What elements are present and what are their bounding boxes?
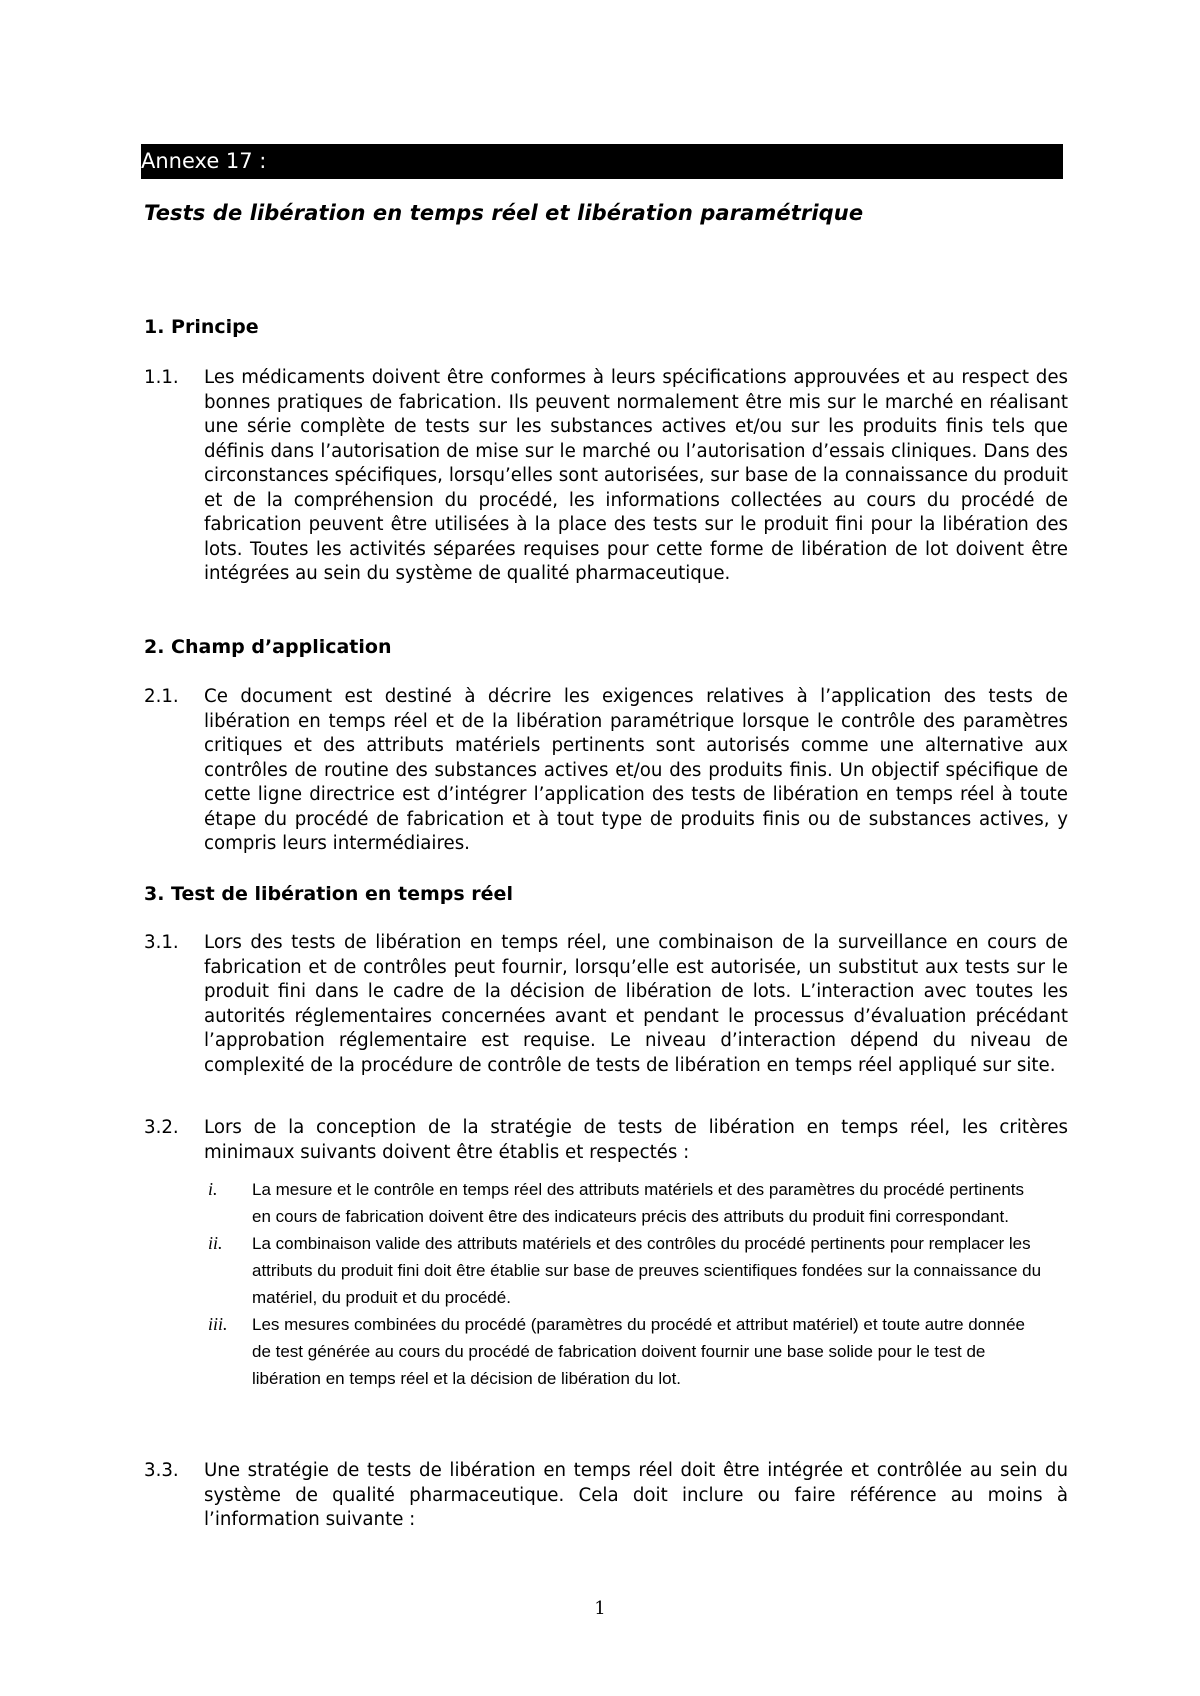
list-item (144, 1311, 1068, 1392)
list-item-text: Les mesures combinées du procédé (paramètres du procédé et attribut matériel) et toute autre donnée de test générée au cours du procédé de fabrication doivent fournir une base solide pour le test de libération en temps réel et la décision de libération du lot. (252, 1315, 1025, 1388)
list-numeral: ii. (208, 1233, 223, 1253)
paragraph-3-1 (144, 931, 1068, 1078)
paragraph-text: Lors des tests de libération en temps réel, une combinaison de la surveillance en cours de fabrication et de contrôles peut fournir, lorsqu’elle est autorisée, un substitut aux tests sur le produit fini dans le cadre de la décision de libération de lots. L’interaction avec toutes les autorités réglementaires concernées avant et pendant le processus d’évaluation précédant l’approbation réglementaire est requise. Le niveau d’interaction dépend du niveau de complexité de la procédure de contrôle de tests de libération en temps réel appliqué sur site. (204, 932, 1068, 1076)
paragraph-text: Les médicaments doivent être conformes à leurs spécifications approuvées et au respect des bonnes pratiques de fabrication. Ils peuvent normalement être mis sur le marché en réalisant une série complète de tests sur les substances actives et/ou sur les produits finis tels que définis dans l’autorisation de mise sur le marché ou l’autorisation d’essais cliniques. Dans des circonstances spécifiques, lorsqu’elles sont autorisées, sur base de la connaissance du produit et de la compréhension du procédé, les informations collectées au cours du procédé de fabrication peuvent être utilisées à la place des tests sur le produit fini pour la libération des lots. Toutes les activités séparées requises pour cette forme de libération de lot doivent être intégrées au sein du système de qualité pharmaceutique. (204, 367, 1068, 584)
section-heading-champ-application: 2. Champ d’application (144, 636, 392, 658)
paragraph-text: Lors de la conception de la stratégie de tests de libération en temps réel, les critères minimaux suivants doivent être établis et respectés : (204, 1117, 1068, 1163)
paragraph-number: 2.1. (144, 686, 179, 707)
list-item-text: La mesure et le contrôle en temps réel des attributs matériels et des paramètres du procédé pertinents en cours de fabrication doivent être des indicateurs précis des attributs du produit fini correspondant. (252, 1180, 1025, 1226)
list-item (144, 1230, 1068, 1311)
page-number: 1 (594, 1598, 606, 1619)
list-item-text: La combinaison valide des attributs matériels et des contrôles du procédé pertinents pour remplacer les attributs du produit fini doit être établie sur base de preuves scientifiques fondées sur la connaissance du matériel, du produit et du procédé. (252, 1234, 1042, 1307)
paragraph-number: 3.3. (144, 1460, 179, 1481)
criteria-list (144, 1176, 1068, 1392)
paragraph-3-2 (144, 1116, 1068, 1165)
list-item (144, 1176, 1068, 1230)
paragraph-text: Ce document est destiné à décrire les exigences relatives à l’application des tests de libération en temps réel et de la libération paramétrique lorsque le contrôle des paramètres critiques et des attributs matériels pertinents sont autorisés comme une alternative aux contrôles de routine des substances actives et/ou des produits finis. Un objectif spécifique de cette ligne directrice est d’intégrer l’application des tests de libération en temps réel à toute étape du procédé de fabrication et à tout type de produits finis ou de substances actives, y compris leurs intermédiaires. (204, 686, 1068, 854)
paragraph-3-3 (144, 1459, 1068, 1533)
paragraph-number: 3.1. (144, 932, 179, 953)
paragraph-text: Une stratégie de tests de libération en temps réel doit être intégrée et contrôlée au sein du système de qualité pharmaceutique. Cela doit inclure ou faire référence au moins à l’information suivante : (204, 1460, 1068, 1530)
list-numeral: i. (208, 1179, 218, 1199)
section-heading-test-liberation: 3. Test de libération en temps réel (144, 883, 513, 905)
document-title: Tests de libération en temps réel et libération paramétrique (144, 201, 864, 225)
annex-label: Annexe 17 : (141, 149, 267, 173)
paragraph-number: 3.2. (144, 1117, 179, 1138)
paragraph-number: 1.1. (144, 367, 179, 388)
paragraph-2-1 (144, 685, 1068, 857)
list-numeral: iii. (208, 1314, 228, 1334)
paragraph-1-1 (144, 366, 1068, 587)
section-heading-principe: 1. Principe (144, 316, 259, 338)
annex-banner (141, 144, 1063, 179)
